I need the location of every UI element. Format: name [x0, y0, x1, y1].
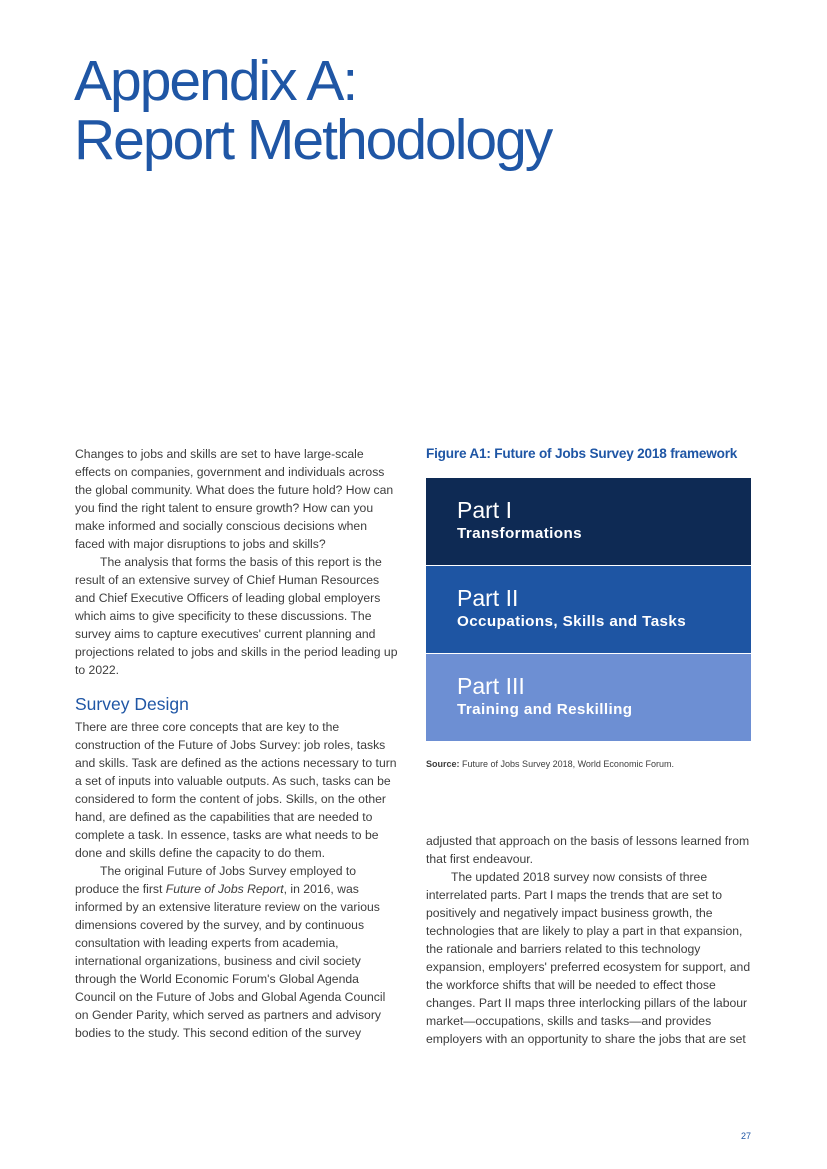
framework-part-3 — [426, 654, 751, 741]
paragraph-2-text-start: The original Future of Jobs Survey employed to produce the first — [75, 864, 357, 896]
source-label: Source: — [426, 759, 460, 769]
figure-caption: Figure A1: Future of Jobs Survey 2018 framework — [426, 446, 738, 461]
part-3-number: Part III — [457, 673, 525, 699]
report-title-italic: Future of Jobs Report — [165, 882, 284, 896]
part-1-title: Transformations — [457, 525, 582, 542]
part-3-title: Training and Reskilling — [457, 701, 633, 718]
survey-design-paragraph-1: There are three core concepts that are key to the construction of the Future of Jobs Survey: job roles, tasks and skills. Task are defined as the actions necessary to turn a set of inputs into valuable outputs. As such, tasks can be considered to form the content of jobs. Skills, on the other hand, are defined as the capabilities that are needed to complete a task. In essence, tasks are what needs to be done and skills define the capacity to do them. — [75, 720, 397, 860]
survey-design-heading: Survey Design — [75, 694, 189, 714]
survey-design-paragraph-3: adjusted that approach on the basis of lessons learned from that first endeavour. — [426, 834, 750, 866]
framework-part-2 — [426, 566, 751, 653]
intro-paragraph-2: The analysis that forms the basis of this report is the result of an extensive survey of Chief Human Resources and Chief Executive Officers of leading global employers which aims to give specificity to these discussions. The survey aims to capture executives' current planning and projections related to jobs and skills in the period leading up to 2022. — [75, 555, 398, 677]
survey-design-paragraph-4: The updated 2018 survey now consists of three interrelated parts. Part I maps the trends that are set to positively and negatively impact business growth, the technologies that are likely to play a part in that expansion, the rationale and barriers related to this technology expansion, employers' preferred ecosystem for support, and the workforce shifts that will be needed to effect those changes. Part II maps three interlocking pillars of the labour market—occupations, skills and tasks—and provides employers with an opportunity to share the jobs that are set — [426, 870, 751, 1046]
page-title-line-2: Report Methodology — [74, 108, 552, 172]
framework-part-1 — [426, 478, 751, 565]
paragraph-2-text-end: , in 2016, was informed by an extensive literature review on the various dimensions covered by the survey, and by continuous consultation with leading experts from academia, international organizations, business and civil society through the World Economic Forum's Global Agenda Council on the Future of Jobs and Global Agenda Council on Gender Parity, which served as partners and advisory bodies to the study. This second edition of the survey — [75, 882, 386, 1040]
page-title — [74, 49, 552, 172]
left-column — [75, 445, 400, 1042]
right-column — [426, 832, 751, 1048]
figure-source — [426, 758, 674, 770]
page-number: 27 — [741, 1131, 752, 1141]
framework-figure — [426, 478, 751, 742]
source-text: Future of Jobs Survey 2018, World Economic Forum. — [462, 759, 674, 769]
survey-design-paragraph-2 — [75, 862, 400, 1042]
part-2-number: Part II — [457, 585, 519, 611]
part-1-number: Part I — [457, 497, 512, 523]
page-title-line-1: Appendix A: — [74, 49, 357, 113]
intro-paragraph-1: Changes to jobs and skills are set to have large-scale effects on companies, government and individuals across the global community. What does the future hold? How can you find the right talent to ensure growth? How can you make informed and socially conscious decisions when faced with major disruptions to jobs and skills? — [75, 447, 394, 551]
part-2-title: Occupations, Skills and Tasks — [457, 613, 687, 630]
